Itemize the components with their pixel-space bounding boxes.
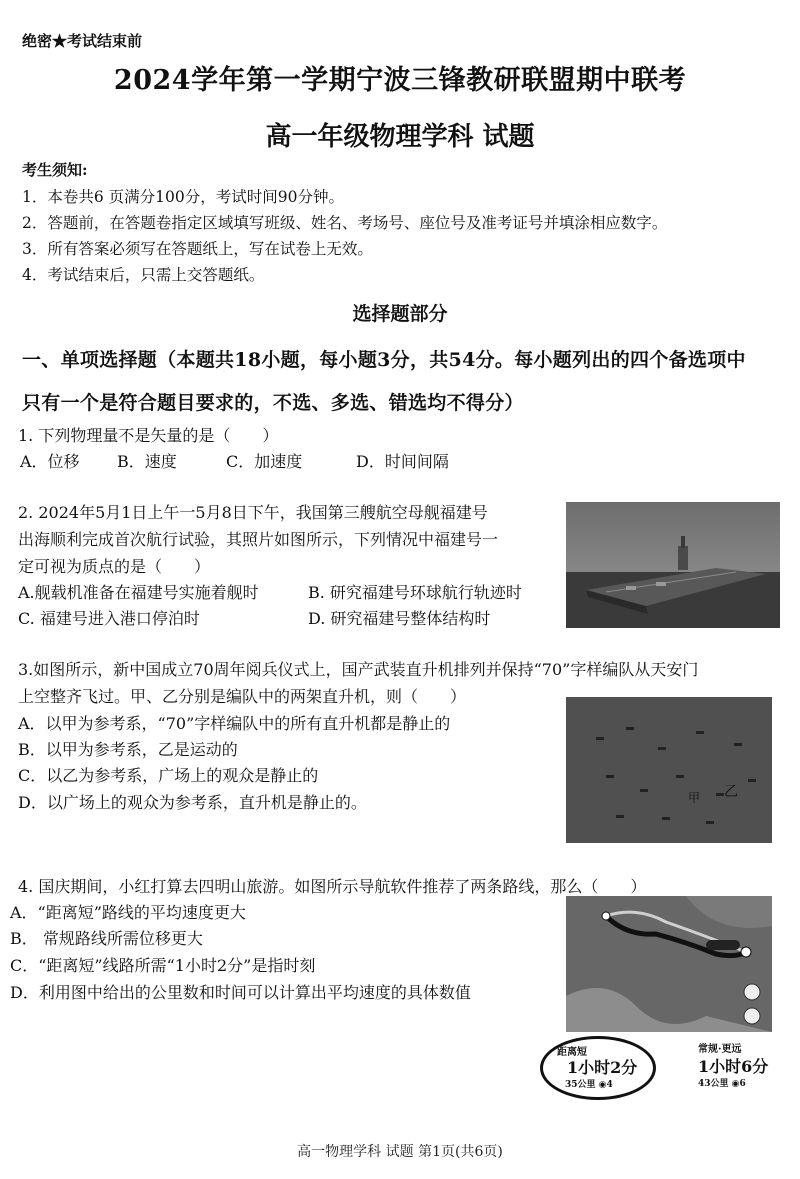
note-item: 2．答题前，在答题卷指定区域填写班级、姓名、考场号、座位号及准考证号并填涂相应数字。 [22,214,668,232]
route-regular-time: 1小时6分 [698,1057,769,1076]
figure-label-yi: 乙 [724,784,738,800]
route-short-label: 距离短 [557,1047,587,1058]
question-3-option-d: D．以广场上的观众为参考系，直升机是静止的。 [18,793,367,812]
note-item: 1．本卷共6 页满分100分，考试时间90分钟。 [22,188,344,206]
route-short-circle [540,1036,656,1100]
question-3-option-b: B．以甲为参考系，乙是运动的 [18,740,238,759]
section-title: 选择题部分 [352,303,448,325]
question-2-option-b: B. 研究福建号环球航行轨迹时 [308,583,522,602]
notes-heading: 考生须知: [22,161,88,179]
confidential-mark: 绝密★考试结束前 [22,32,143,50]
question-2-stem-line: 定可视为质点的是（ ） [18,557,211,576]
aircraft-carrier-photo [566,502,780,628]
part-instructions-line1: 一、单项选择题（本题共18小题，每小题3分，共54分。每小题列出的四个备选项中 [22,349,746,371]
route-regular-info: 43公里 ◉6 [698,1079,746,1089]
figure-label-jia: 甲 [688,791,701,805]
helicopter-formation-photo [566,697,772,843]
exam-title: 2024学年第一学期宁波三锋教研联盟期中联考 [113,65,687,96]
question-4-option-c: C．“距离短”线路所需“1小时2分”是指时刻 [10,956,316,975]
question-1-option-c: C．加速度 [226,452,303,471]
question-4-option-d: D．利用图中给出的公里数和时间可以计算出平均速度的具体数值 [10,983,471,1002]
route-regular-label: 常规·更远 [698,1044,742,1055]
question-2-option-c: C. 福建号进入港口停泊时 [18,609,200,628]
route-short-info: 35公里 ◉4 [565,1080,613,1090]
question-1-option-d: D．时间间隔 [356,452,449,471]
question-2-option-d: D. 研究福建号整体结构时 [308,609,491,628]
question-1-option-a: A．位移 [20,452,80,471]
question-1-stem: 1. 下列物理量不是矢量的是（ ） [18,426,279,445]
route-short-time: 1小时2分 [567,1058,638,1077]
question-3-stem-line: 上空整齐飞过。甲、乙分别是编队中的两架直升机，则（ ） [18,687,467,706]
question-2-option-a: A.舰载机准备在福建号实施着舰时 [18,583,259,602]
note-item: 4．考试结束后，只需上交答题纸。 [22,266,265,284]
question-2-stem-line: 2. 2024年5月1日上午一5月8日下午，我国第三艘航空母舰福建号 [18,503,488,522]
question-3-option-a: A．以甲为参考系，“70”字样编队中的所有直升机都是静止的 [18,714,451,733]
question-3-stem-line: 3.如图所示，新中国成立70周年阅兵仪式上，国产武装直升机排列并保持“70”字样编队从天安门 [18,660,699,679]
exam-subtitle: 高一年级物理学科 试题 [265,122,535,152]
navigation-map [566,896,772,1032]
question-1-option-b: B．速度 [117,452,177,471]
note-item: 3．所有答案必须写在答题纸上，写在试卷上无效。 [22,240,373,258]
page-footer: 高一物理学科 试题 第1页(共6页) [297,1144,503,1160]
part-instructions-line2: 只有一个是符合题目要求的，不选、多选、错选均不得分） [22,392,524,414]
question-4-option-b: B． 常规路线所需位移更大 [10,929,203,948]
question-2-stem-line: 出海顺利完成首次航行试验，其照片如图所示，下列情况中福建号一 [18,530,499,549]
question-4-stem: 4. 国庆期间，小红打算去四明山旅游。如图所示导航软件推荐了两条路线，那么（ ） [18,877,647,896]
question-4-option-a: A．“距离短”路线的平均速度更大 [10,903,246,922]
question-3-option-c: C．以乙为参考系，广场上的观众是静止的 [18,766,319,785]
